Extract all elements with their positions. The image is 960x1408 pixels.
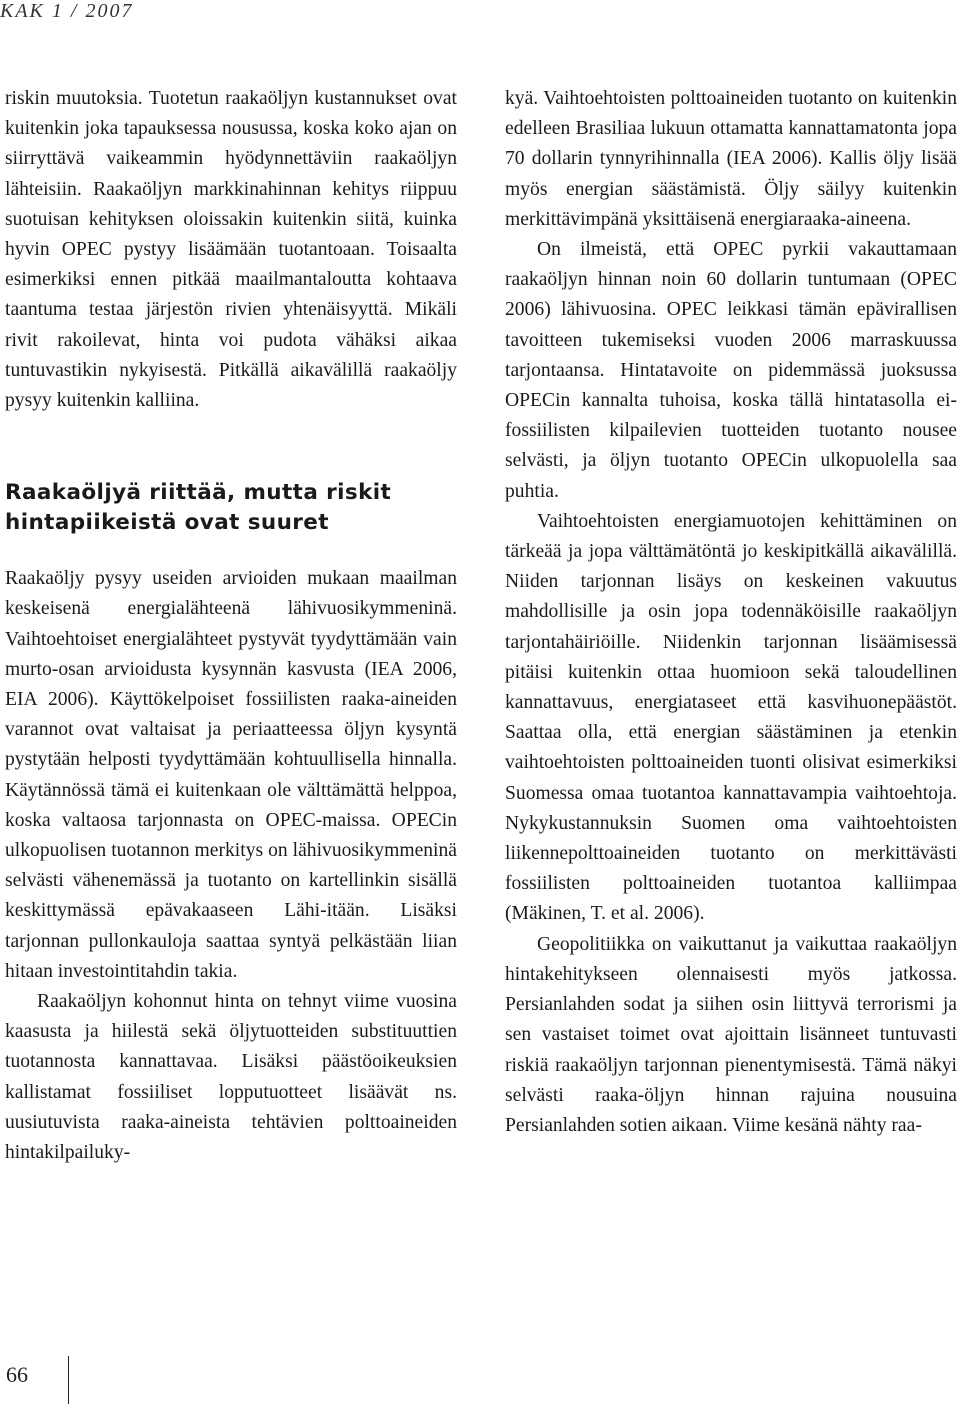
- left-paragraph-3: Raakaöljyn kohonnut hinta on tehnyt viime vuosina kaasusta ja hiilestä sekä öljytuotteiden substituuttien tuotannosta kannattavaa. Lisäksi päästöoikeuksien kallistamat fossiiliset lopputuotteet lisäävät ns. uusiutuvista raaka-aineista tehtävien polttoaineiden hintakilpailuky-: [5, 991, 457, 1164]
- right-paragraph-3: Vaihtoehtoisten energiamuotojen kehittäminen on tärkeää ja jopa välttämätöntä jo keskipitkällä aikavälillä. Niiden tarjonnan lisäys on keskeinen vakuutus mahdollisille ja osin jopa todennäköisille raakaöljyn tarjontahäiriöille. Niidenkin tarjonnan lisäämisessä pitäisi kuitenkin ottaa huomioon sekä taloudellinen kannattavuus, energiataseet että kasvihuonepäästöt. Saattaa olla, että energian säästäminen ja etenkin vaihtoehtoisten polttoaineiden tuonti olisivat esimerkiksi Suomessa omaa tuotantoa kannattavampia vaihtoehtoja. Nykykustannuksin Suomen oma vaihtoehtoisten liikennepolttoaineiden tuotanto on merkittävästi fossiilisten polttoaineiden tuotantoa kalliimpaa (Mäkinen, T. et al. 2006).: [505, 510, 957, 925]
- right-paragraph-4: Geopolitiikka on vaikuttanut ja vaikuttaa raakaöljyn hintakehitykseen olennaisesti myös jatkossa. Persianlahden sodat ja siihen osin liittyvä terrorismi ja sen vastaiset toimet ovat ajoittain lisänneet tuntuvasti riskiä raakaöljyn tarjonnan pienentymisestä. Tämä näkyi selvästi raaka-öljyn hinnan rajuina nousuina Persianlahden sotien aikaan. Viime kesänä nähty raa-: [505, 933, 957, 1136]
- right-column: [505, 84, 957, 1141]
- page-number: 66: [6, 1362, 28, 1387]
- left-paragraph-2: Raakaöljy pysyy useiden arvioiden mukaan maailman keskeisenä energialähteenä lähivuosikymmeninä. Vaihtoehtoiset energialähteet pystyvät tyydyttämään vain murto-osan arvioidusta kysynnän kasvusta (IEA 2006, EIA 2006). Käyttökelpoiset fossiilisten raaka-aineiden varannot ovat valtaisat ja periaatteessa öljyn kysyntä pystytään helposti tyydyttämään kohtuullisella hinnalla. Käytännössä tämä ei kuitenkaan ole välttämättä helppoa, koska valtaosa tarjonnasta on OPEC-maissa. OPECin ulkopuolisen tuotannon merkitys on lähivuosikymmeninä selvästi vähenemässä ja tuotanto on kartellinkin sisällä keskittymässä epävakaaseen Lähi-itään. Lisäksi tarjonnan pullonkauloja saattaa syntyä pelkästään liian hitaan investointitahdin takia.: [5, 568, 457, 982]
- left-paragraph-1: riskin muutoksia. Tuotetun raakaöljyn kustannukset ovat kuitenkin joka tapauksessa nousussa, koska koko ajan on siirryttävä vaikeammin hyödynnettäviin raakaöljyn lähteisiin. Raakaöljyn markkinahinnan kehitys riippuu suotuisan kehityksen oloissakin kuitenkin siitä, kuinka hyvin OPEC pystyy lisäämään tuotantoaan. Toisaalta esimerkiksi ennen pitkää maailmantaloutta kohtaava taantuma testaa järjestön rivien yhtenäisyyttä. Mikäli rivit rakoilevat, hinta voi pudota vähäksi aikaa tuntuvastikin nykyisestä. Pitkällä aikavälillä raakaöljy pysyy kuitenkin kalliina.: [5, 88, 457, 412]
- section-heading: Raakaöljyä riittää, mutta riskit hintapiikeistä ovat suuret: [5, 480, 392, 536]
- right-paragraph-1: kyä. Vaihtoehtoisten polttoaineiden tuotanto on kuitenkin edelleen Brasiliaa lukuun ottamatta kannattamatonta jopa 70 dollarin tynnyrihinnalla (IEA 2006). Kallis öljy lisää myös energian säästämistä. Öljy säilyy kuitenkin merkittävimpänä yksittäisenä energiaraaka-aineena.: [505, 88, 957, 230]
- right-paragraph-2: On ilmeistä, että OPEC pyrkii vakauttamaan raakaöljyn hinnan noin 60 dollarin tuntumaan (OPEC 2006) lähivuosina. OPEC leikkasi tämän epävirallisen tavoitteen tukemiseksi vuoden 2006 marraskuussa tarjontaansa. Hintatavoite on pidemmässä juoksussa OPECin kannalta tuhoisa, koska tällä hintatasolla ei-fossiilisten kilpailevien tuotteiden tuotanto nousee selvästi, ja öljyn tuotanto OPECin ulkopuolella saa puhtia.: [505, 239, 957, 502]
- running-header: KAK 1 / 2007: [0, 0, 134, 22]
- footer-divider: [68, 1356, 69, 1404]
- left-column: [5, 84, 457, 1168]
